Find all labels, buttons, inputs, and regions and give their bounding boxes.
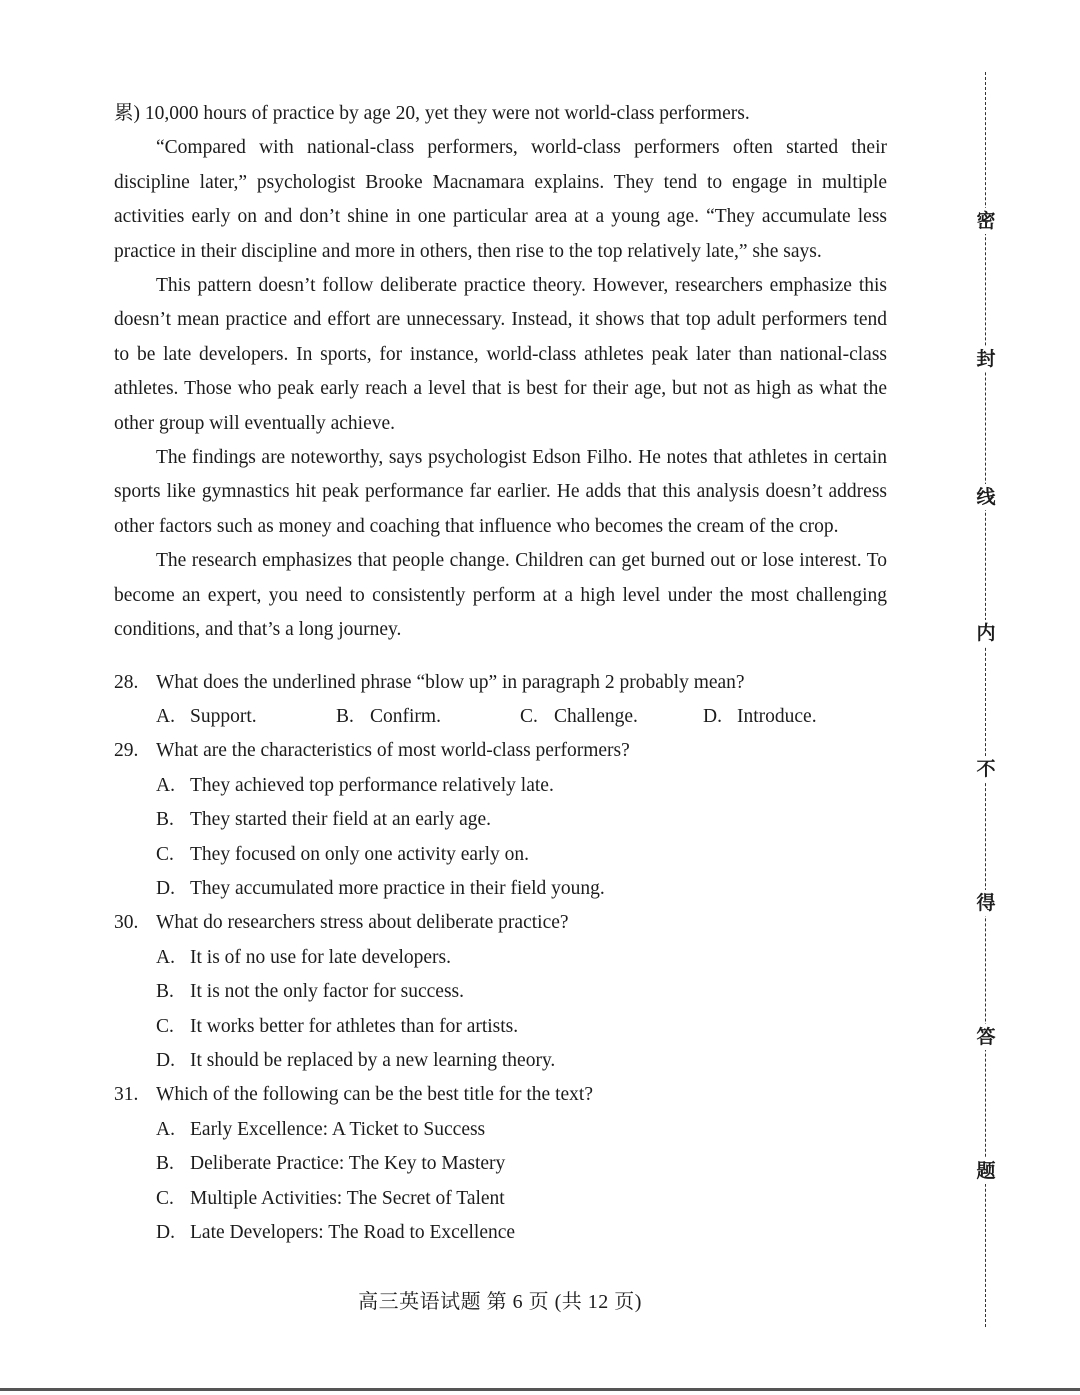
- option-text: It is of no use for late developers.: [190, 946, 452, 968]
- question-text: Which of the following can be the best title for the text?: [156, 1084, 593, 1106]
- bottom-scan-edge: [0, 1388, 1080, 1391]
- option-text: Early Excellence: A Ticket to Success: [190, 1118, 486, 1140]
- seal-char: 内: [973, 620, 999, 646]
- seal-char: 密: [973, 208, 999, 234]
- seal-line: [985, 72, 986, 1327]
- option-c: [114, 1182, 887, 1216]
- option-letter: A.: [156, 946, 175, 968]
- option-d: [114, 872, 887, 906]
- option-text: Multiple Activities: The Secret of Talent: [190, 1187, 505, 1209]
- option-letter: A.: [156, 774, 175, 796]
- option-b: [114, 803, 887, 837]
- seal-char: 答: [973, 1024, 999, 1050]
- option-text: It should be replaced by a new learning theory.: [190, 1049, 556, 1071]
- question-29: [114, 734, 887, 768]
- option-text: It works better for athletes than for artists.: [190, 1015, 519, 1037]
- option-text: Challenge.: [554, 705, 638, 727]
- option-text: Late Developers: The Road to Excellence: [190, 1222, 516, 1243]
- option-b: [336, 700, 520, 734]
- question-text: What does the underlined phrase “blow up” in paragraph 2 probably mean?: [156, 671, 745, 693]
- passage-paragraph-5: The research emphasizes that people change. Children can get burned out or lose interest. To become an expert, you need to consistently perform at a high level under the most challenging conditions, and that’s a long journey.: [114, 550, 887, 641]
- option-text: They focused on only one activity early on.: [190, 843, 529, 865]
- option-text: It is not the only factor for success.: [190, 981, 465, 1003]
- option-a: [114, 769, 887, 803]
- question-number: 28.: [114, 671, 139, 693]
- option-text: They started their field at an early age.: [190, 809, 492, 831]
- passage-paragraph-2: “Compared with national-class performers, world-class performers often started their discipline later,” psychologist Brooke Macnamara explains. They tend to engage in multiple activities early on and don’t shine in one particular area at a young age. “They accumulate less practice in their discipline and more in others, then rise to the top relatively late,” she says.: [114, 137, 887, 262]
- option-letter: B.: [156, 1153, 174, 1175]
- option-letter: B.: [156, 809, 174, 831]
- option-text: They achieved top performance relatively late.: [190, 774, 554, 796]
- option-letter: A.: [156, 1118, 175, 1140]
- option-letter: D.: [156, 1222, 175, 1243]
- option-d: [114, 1216, 887, 1250]
- passage-and-questions: [114, 97, 887, 1250]
- seal-char: 不: [973, 756, 999, 782]
- option-text: Support.: [190, 705, 257, 727]
- question-number: 30.: [114, 912, 139, 934]
- passage-paragraph-1: 累) 10,000 hours of practice by age 20, yet they were not world-class performers.: [114, 103, 750, 124]
- option-text: They accumulated more practice in their field young.: [190, 877, 605, 899]
- question-text: What are the characteristics of most world-class performers?: [156, 740, 630, 762]
- option-letter: D.: [156, 1049, 175, 1071]
- option-text: Introduce.: [737, 705, 817, 727]
- question-31: [114, 1078, 887, 1112]
- option-letter: B.: [156, 981, 174, 1003]
- option-letter: A.: [156, 705, 175, 727]
- seal-char: 得: [973, 890, 999, 916]
- option-c: [520, 700, 703, 734]
- option-a: [156, 700, 336, 734]
- question-list: [114, 666, 887, 1251]
- option-letter: D.: [703, 705, 722, 727]
- option-text: Deliberate Practice: The Key to Mastery: [190, 1153, 506, 1175]
- option-b: [114, 975, 887, 1009]
- option-a: [114, 941, 887, 975]
- seal-char: 线: [973, 484, 999, 510]
- option-c: [114, 1010, 887, 1044]
- option-letter: D.: [156, 877, 175, 899]
- seal-char: 题: [973, 1158, 999, 1184]
- page-footer: 高三英语试题 第 6 页 (共 12 页): [358, 1291, 642, 1313]
- option-b: [114, 1147, 887, 1181]
- option-letter: B.: [336, 705, 354, 727]
- question-30: [114, 906, 887, 940]
- option-d: [114, 1044, 887, 1078]
- option-a: [114, 1113, 887, 1147]
- passage-paragraph-3: This pattern doesn’t follow deliberate practice theory. However, researchers emphasize this doesn’t mean practice and effort are unnecessary. Instead, it shows that top adult performers tend to be late developers. In sports, for instance, world-class athletes peak later than national-class athletes. Those who peak early reach a level that is best for their age, but not as high as what the other group will eventually achieve.: [114, 275, 887, 434]
- option-c: [114, 838, 887, 872]
- option-letter: C.: [156, 843, 174, 865]
- passage-paragraph-4: The findings are noteworthy, says psychologist Edson Filho. He notes that athletes in certain sports like gymnastics hit peak performance far earlier. He adds that this analysis doesn’t address other factors such as money and coaching that influence who becomes the cream of the crop.: [114, 447, 887, 537]
- option-text: Confirm.: [370, 705, 441, 727]
- question-number: 31.: [114, 1084, 139, 1106]
- option-letter: C.: [520, 705, 538, 727]
- option-d: [703, 700, 817, 734]
- question-28-options: [114, 700, 887, 734]
- option-letter: C.: [156, 1187, 174, 1209]
- question-number: 29.: [114, 740, 139, 762]
- seal-char: 封: [973, 346, 999, 372]
- question-text: What do researchers stress about deliberate practice?: [156, 912, 569, 934]
- question-28: [114, 666, 887, 700]
- option-letter: C.: [156, 1015, 174, 1037]
